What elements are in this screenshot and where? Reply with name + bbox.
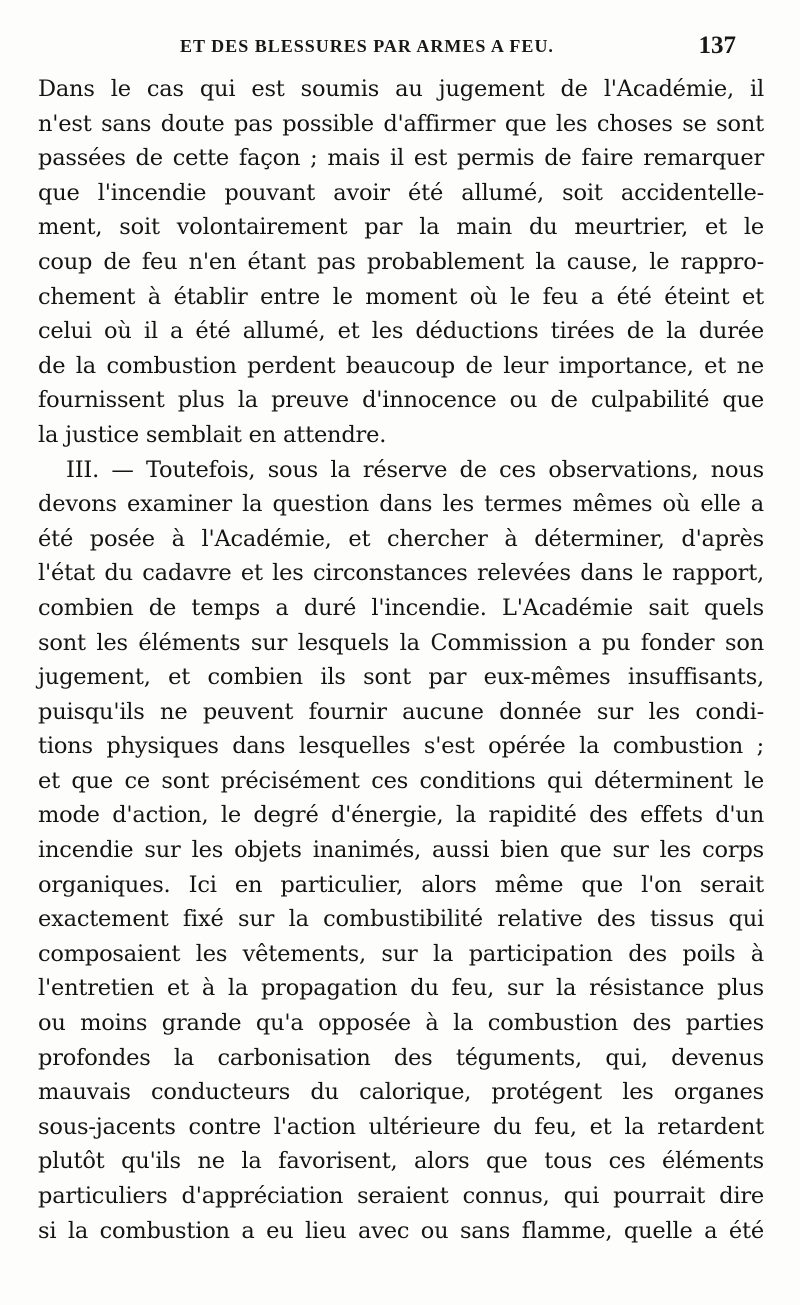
text-line: ou moins grande qu'a opposée à la combustion des parties: [38, 1010, 764, 1037]
text-line: si la combustion a eu lieu avec ou sans flamme, quelle a été: [38, 1217, 764, 1244]
text-line: tions physiques dans lesquelles s'est opérée la combustion ;: [38, 733, 764, 760]
text-line: Dans le cas qui est soumis au jugement de l'Académie, il: [38, 76, 764, 102]
text-line: jugement, et combien ils sont par eux-mêmes insuffisants,: [38, 664, 764, 691]
text-line: sont les éléments sur lesquels la Commission a pu fonder son: [38, 629, 764, 656]
text-line: organiques. Ici en particulier, alors même que l'on serait: [38, 871, 764, 898]
text-line: devons examiner la question dans les termes mêmes où elle a: [38, 491, 764, 518]
text-line: l'état du cadavre et les circonstances relevées dans le rapport,: [38, 560, 764, 587]
text-line: et que ce sont précisément ces conditions qui déterminent le: [38, 767, 764, 794]
text-line: exactement fixé sur la combustibilité relative des tissus qui: [38, 906, 764, 933]
body-text: [38, 72, 764, 1248]
text-line: été posée à l'Académie, et chercher à déterminer, d'après: [38, 525, 764, 552]
text-line: plutôt qu'ils ne la favorisent, alors que tous ces éléments: [38, 1148, 764, 1175]
text-line: la justice semblait en attendre.: [38, 421, 387, 448]
text-line: de la combustion perdent beaucoup de leur importance, et ne: [38, 352, 764, 379]
text-line: particuliers d'appréciation seraient connus, qui pourrait dire: [38, 1183, 764, 1209]
text-line: composaient les vêtements, sur la participation des poils à: [38, 940, 764, 967]
text-line: combien de temps a duré l'incendie. L'Académie sait quels: [38, 594, 764, 621]
text-line: chement à établir entre le moment où le feu a été éteint et: [38, 283, 764, 310]
text-line: puisqu'ils ne peuvent fournir aucune donnée sur les condi-: [38, 698, 764, 725]
text-line: mauvais conducteurs du calorique, protégent les organes: [38, 1079, 764, 1106]
page-number: 137: [698, 32, 736, 59]
text-line: III. — Toutefois, sous la réserve de ces observations, nous: [66, 456, 764, 483]
text-line: que l'incendie pouvant avoir été allumé, soit accidentelle-: [38, 179, 764, 206]
text-line: incendie sur les objets inanimés, aussi bien que sur les corps: [38, 837, 764, 864]
text-line: ment, soit volontairement par la main du meurtrier, et le: [38, 214, 764, 241]
running-head: [40, 32, 740, 66]
text-line: mode d'action, le degré d'énergie, la rapidité des effets d'un: [38, 802, 764, 829]
text-line: profondes la carbonisation des téguments, qui, devenus: [38, 1044, 764, 1071]
text-line: l'entretien et à la propagation du feu, sur la résistance plus: [38, 975, 764, 1002]
text-line: n'est sans doute pas possible d'affirmer que les choses se sont: [38, 110, 764, 137]
running-title: ET DES BLESSURES PAR ARMES A FEU.: [180, 36, 554, 56]
text-line: sous-jacents contre l'action ultérieure du feu, et la retardent: [38, 1113, 764, 1140]
text-line: passées de cette façon ; mais il est permis de faire remarquer: [38, 145, 764, 172]
text-line: coup de feu n'en étant pas probablement la cause, le rappro-: [38, 248, 764, 275]
text-line: celui où il a été allumé, et les déductions tirées de la durée: [38, 318, 764, 345]
text-line: fournissent plus la preuve d'innocence ou de culpabilité que: [38, 387, 764, 414]
